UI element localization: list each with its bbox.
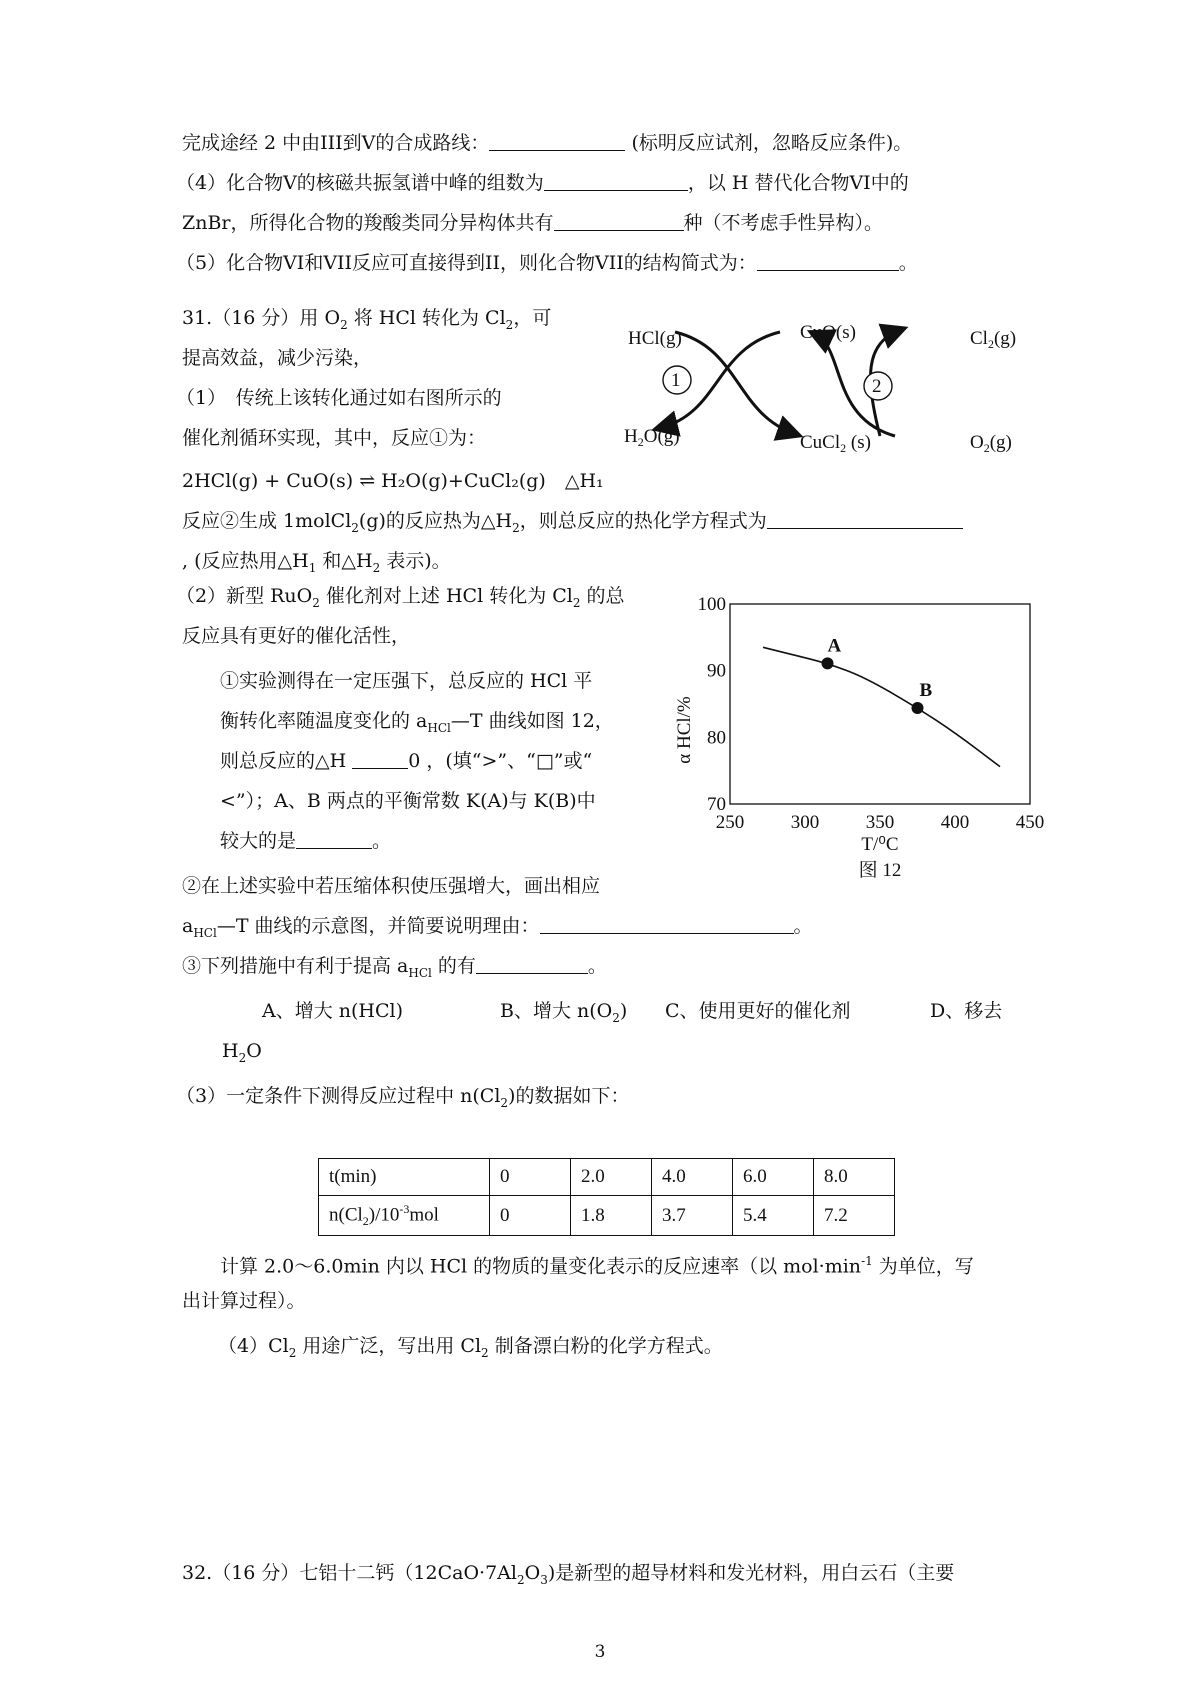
point-label-b: B: [919, 680, 933, 701]
q31-part2-sub2: ②在上述实验中若压缩体积使压强增大，画出相应: [182, 875, 601, 897]
option-c: C、使用更好的催化剂: [665, 1000, 851, 1022]
answer-blank[interactable]: [554, 210, 684, 231]
table-cell: 3.7: [652, 1196, 733, 1236]
q31-part1-cont: 催化剂循环实现，其中，反应①为：: [182, 427, 487, 449]
y-axis-label: α HCl/%: [674, 696, 695, 764]
x-tick-label: 400: [940, 812, 970, 833]
reaction-1-number: 1: [671, 370, 681, 391]
table-cell: 6.0: [733, 1159, 814, 1196]
plot-frame: [730, 604, 1030, 804]
catalyst-cycle-diagram: [624, 318, 1050, 458]
point-label-a: A: [827, 635, 842, 657]
y-tick-label: 80: [707, 727, 726, 749]
cl2-data-table: [318, 1158, 895, 1236]
q31-part1: （1） 传统上该转化通过如右图所示的: [176, 387, 502, 409]
answer-blank[interactable]: [489, 130, 625, 151]
option-d-cont: $H_2O$: [222, 1040, 262, 1065]
line-q5: （5）化合物VI和VII反应可直接得到II，则化合物VII的结构简式为： 。: [176, 252, 918, 274]
q31-part3: （3）一定条件下测得反应过程中 $n(Cl_2)$的数据如下：: [176, 1085, 630, 1110]
reaction-2-number: 2: [872, 376, 882, 397]
q31-part2-sub3: ③下列措施中有利于提高 $a_{HCl}$ 的有 。: [182, 955, 607, 980]
y-tick-label: 70: [707, 794, 726, 815]
q31-part2-cont: 反应具有更好的催化活性，: [182, 625, 411, 647]
table-cell: 8.0: [814, 1159, 895, 1196]
point-a: [822, 657, 834, 669]
table-header-time: t(min): [319, 1159, 490, 1196]
table-cell: 4.0: [652, 1159, 733, 1196]
table-row: [319, 1196, 895, 1236]
line-q4-cont: ZnBr，所得化合物的羧酸类同分异构体共有 种（不考虑手性异构）。: [182, 212, 884, 234]
option-d: D、移去: [930, 1000, 1003, 1022]
option-b: B、增大 $n(O_2)$: [500, 1000, 628, 1025]
table-header-amount: $n(Cl_2)/10^{-3}mol$: [319, 1196, 490, 1236]
q31-part3-calc: 计算 2.0～6.0min 内以 HCl 的物质的量变化表示的反应速率（以 $mol\cdot\min^{-1}$ 为单位，写: [220, 1254, 974, 1278]
q31-part1-heat: 反应②生成 1molCl$_2$(g)的反应热为$\triangle H_2$，则总反应的热化学方程式为: [182, 508, 963, 541]
q31-part2-sub1: ①实验测得在一定压强下，总反应的 HCl 平: [220, 670, 593, 692]
table-cell: 1.8: [571, 1196, 652, 1236]
answer-blank[interactable]: [767, 508, 963, 529]
figure-caption: 图 12: [858, 860, 902, 881]
x-tick-label: 450: [1015, 812, 1045, 833]
table-row: [319, 1159, 895, 1196]
table-cell: 5.4: [733, 1196, 814, 1236]
q31-part2-sub2b: $a_{HCl}—T$ 曲线的示意图，并简要说明理由： 。: [182, 915, 813, 940]
point-b: [912, 702, 924, 714]
data-points: [822, 635, 933, 714]
y-tick-label: 100: [697, 594, 726, 615]
cycle-label-hcl: HCl(g): [628, 328, 682, 349]
table-cell: 0: [490, 1196, 571, 1236]
x-tick-label: 350: [865, 812, 895, 833]
equation-1: 2HCl(g) + CuO(s) ⇌ H₂O(g)+CuCl₂(g) △H₁: [182, 470, 604, 492]
x-tick-label: 300: [790, 812, 820, 833]
q31-part2-sub1e: 较大的是 。: [220, 830, 392, 852]
q31-part1-note: , (反应热用$\triangle H_1$ 和$\triangle H_2$ 表示)。: [182, 550, 451, 575]
cycle-label-h2o: $H_2O(g)$: [624, 426, 680, 449]
table-cell: 2.0: [571, 1159, 652, 1196]
q31-part2: （2）新型 RuO$_2$ 催化剂对上述 HCl 转化为 $Cl_2$ 的总: [176, 585, 625, 610]
answer-blank[interactable]: [476, 953, 588, 974]
table-cell: 7.2: [814, 1196, 895, 1236]
y-tick-label: 90: [707, 660, 726, 682]
figure-12-chart: [660, 594, 1060, 900]
answer-blank[interactable]: [757, 250, 899, 271]
line-route: 完成途经 2 中由III到V的合成路线： (标明反应试剂，忽略反应条件)。: [182, 132, 913, 154]
answer-blank[interactable]: [544, 170, 688, 191]
table-cell: 0: [490, 1159, 571, 1196]
option-a: A、增大 n(HCl): [262, 1000, 404, 1022]
alpha-hcl-curve: [763, 647, 1000, 766]
axis-ticks: [698, 594, 1045, 833]
q31-part2-sub1d: <”）；A、B 两点的平衡常数 K(A)与 K(B)中: [220, 790, 596, 812]
arrow-hcl-to-cucl2: [675, 332, 795, 434]
answer-blank[interactable]: [352, 748, 408, 769]
answer-blank[interactable]: [540, 913, 794, 934]
x-axis-label: T/⁰C: [861, 834, 899, 855]
x-tick-label: 250: [715, 812, 745, 833]
q31-part3-calc2: 出计算过程）。: [182, 1290, 306, 1312]
cycle-label-cucl2: CuCl$_2$ (s): [800, 432, 871, 455]
q32-intro: 32.（16 分）七铝十二钙$(12CaO\cdot 7Al_2O_3)$是新型的超导材料和发光材料，用白云石（主要: [182, 1562, 955, 1587]
q31-part2-sub1b: 衡转化率随温度变化的 $a_{HCl}—T$ 曲线如图 12，: [220, 710, 614, 735]
cycle-label-cl2: $Cl_2(g)$: [970, 328, 1017, 351]
page-number: 3: [594, 1642, 606, 1662]
q31-intro: 31.（16 分）用 $O_2$ 将 HCl 转化为 $Cl_2$，可: [182, 307, 552, 332]
q31-part4: $(4)Cl_2$ 用途广泛，写出用 $Cl_2$ 制备漂白粉的化学方程式。: [218, 1335, 723, 1360]
q31-intro-2: 提高效益，减少污染，: [182, 347, 373, 369]
q31-part2-sub1c: 则总反应的△H 0 ，(填“>”、“□”或“: [220, 750, 593, 772]
line-q4: （4）化合物V的核磁共振氢谱中峰的组数为 ，以 H 替代化合物VI中的: [176, 172, 909, 194]
answer-blank[interactable]: [296, 828, 372, 849]
cycle-label-cuo: CuO(s): [800, 322, 856, 343]
cycle-label-o2: $O_2(g)$: [970, 432, 1012, 455]
